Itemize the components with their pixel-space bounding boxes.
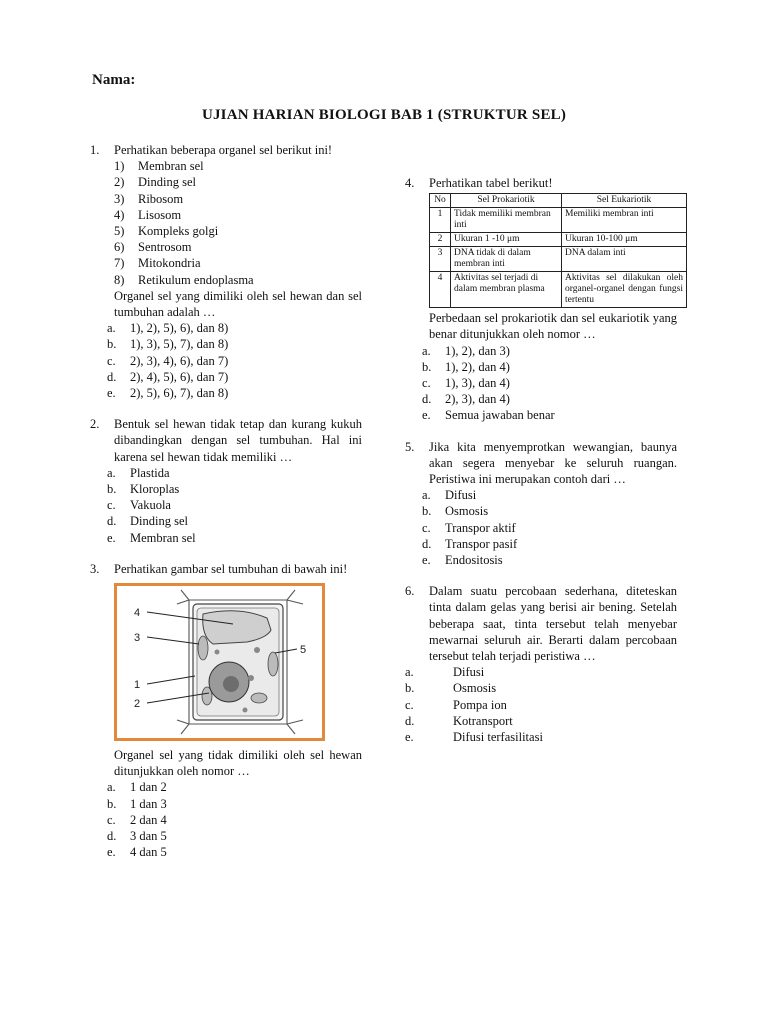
- table-header-cell: Sel Prokariotik: [451, 194, 562, 208]
- table-row: [430, 233, 687, 247]
- question-1: [90, 142, 362, 401]
- name-label: Nama:: [92, 72, 136, 88]
- question-prompt: Organel sel yang dimiliki oleh sel hewan dan sel tumbuhan adalah …: [114, 288, 362, 320]
- answer-option-e[interactable]: e. 4 dan 5: [107, 845, 167, 860]
- answer-option-c[interactable]: c. Vakuola: [107, 498, 171, 513]
- answer-option-d[interactable]: d. Kotransport: [405, 713, 513, 728]
- answer-option-d[interactable]: d. Transpor pasif: [422, 536, 518, 551]
- question-stem: Perhatikan tabel berikut!: [429, 176, 553, 190]
- answer-options: [405, 487, 677, 568]
- answer-option-a[interactable]: a. Difusi: [405, 665, 485, 680]
- right-column: [405, 175, 683, 760]
- table-header-row: [430, 194, 687, 208]
- list-item: 5) Kompleks golgi: [114, 224, 219, 239]
- answer-option-e[interactable]: e. Membran sel: [107, 530, 196, 545]
- answer-option-e[interactable]: e. Difusi terfasilitasi: [405, 730, 543, 745]
- answer-option-e[interactable]: e. 2), 5), 6), 7), dan 8): [107, 386, 229, 401]
- question-number: 5.: [405, 439, 415, 454]
- question-stem: Perhatikan beberapa organel sel berikut ini!: [114, 143, 333, 157]
- answer-option-c[interactable]: c. Pompa ion: [405, 697, 507, 712]
- answer-option-c[interactable]: c. 1), 3), dan 4): [422, 376, 510, 391]
- table-cell: 1: [430, 208, 451, 233]
- table-cell: 3: [430, 247, 451, 272]
- figure-label-3: 3: [134, 632, 141, 645]
- answer-option-a[interactable]: a. 1), 2), dan 3): [422, 343, 510, 358]
- answer-option-b[interactable]: b. 1), 3), 5), 7), dan 8): [107, 337, 229, 352]
- table-cell: Ukuran 10-100 μm: [562, 233, 687, 247]
- figure-label-2: 2: [134, 698, 141, 711]
- list-item: 8) Retikulum endoplasma: [114, 272, 254, 287]
- answer-option-b[interactable]: b. 1), 2), dan 4): [422, 359, 510, 374]
- question-number: 4.: [405, 176, 415, 190]
- answer-option-b[interactable]: b. Kloroplas: [107, 482, 180, 497]
- page-title: UJIAN HARIAN BIOLOGI BAB 1 (STRUKTUR SEL): [201, 107, 567, 123]
- table-row: [430, 208, 687, 233]
- answer-option-c[interactable]: c. 2), 3), 4), 6), dan 7): [107, 353, 229, 368]
- question-stem: Perhatikan gambar sel tumbuhan di bawah ini!: [114, 561, 348, 576]
- table-header-cell: Sel Eukariotik: [562, 194, 687, 208]
- table-cell: DNA tidak di dalam membran inti: [451, 247, 562, 272]
- question-6: [405, 583, 677, 745]
- answer-options: [90, 465, 362, 546]
- table-cell: DNA dalam inti: [562, 247, 687, 272]
- list-item: 4) Lisosom: [114, 207, 182, 222]
- question-stem: Jika kita menyemprotkan wewangian, baunya akan segera menyebar ke seluruh ruangan. Peristiwa ini merupakan contoh dari …: [429, 439, 677, 487]
- question-prompt: Organel sel yang tidak dimiliki oleh sel hewan ditunjukkan oleh nomor …: [114, 748, 362, 779]
- answer-options: [405, 343, 677, 424]
- figure-label-5: 5: [300, 644, 307, 657]
- organelle-list: [90, 158, 362, 288]
- answer-option-d[interactable]: d. 3 dan 5: [107, 829, 167, 844]
- list-item: 3) Ribosom: [114, 191, 184, 206]
- answer-option-a[interactable]: a. Difusi: [422, 488, 477, 503]
- answer-option-a[interactable]: a. Plastida: [107, 465, 170, 480]
- list-item: 6) Sentrosom: [114, 240, 192, 255]
- question-number: 2.: [90, 417, 100, 432]
- table-row: [430, 272, 687, 308]
- chloroplast-shape: [198, 636, 208, 660]
- answer-options: [90, 320, 362, 401]
- answer-option-d[interactable]: d. 2), 3), dan 4): [422, 392, 510, 407]
- question-number: 6.: [405, 584, 415, 599]
- answer-options: [405, 664, 677, 745]
- cell-comparison-table: [429, 193, 687, 308]
- question-stem: Dalam suatu percobaan sederhana, diteteskan tinta dalam gelas yang berisi air bening. Setelah beberapa saat, tinta tersebut telah menyebar mewarnai seluruh air. Berarti dalam percobaan tersebut telah terjadi peristiwa …: [429, 584, 677, 664]
- answer-option-d[interactable]: d. 2), 4), 5), 6), dan 7): [107, 369, 229, 384]
- answer-options: [90, 779, 362, 860]
- table-row: [430, 247, 687, 272]
- list-item: 1) Membran sel: [114, 159, 204, 174]
- answer-option-a[interactable]: a. 1), 2), 5), 6), dan 8): [107, 321, 229, 336]
- answer-option-c[interactable]: c. Transpor aktif: [422, 520, 516, 535]
- answer-option-e[interactable]: e. Endositosis: [422, 553, 503, 568]
- list-item: 7) Mitokondria: [114, 256, 201, 271]
- table-cell: 2: [430, 233, 451, 247]
- question-number: 3.: [90, 561, 100, 576]
- plant-cell-figure: [114, 583, 325, 741]
- table-cell: 4: [430, 272, 451, 308]
- table-cell: Ukuran 1 -10 μm: [451, 233, 562, 247]
- question-prompt: Perbedaan sel prokariotik dan sel eukariotik yang benar ditunjukkan oleh nomor …: [429, 311, 677, 342]
- answer-option-e[interactable]: e. Semua jawaban benar: [422, 408, 555, 423]
- plant-cell-diagram: [117, 586, 322, 738]
- answer-option-c[interactable]: c. 2 dan 4: [107, 812, 167, 827]
- question-4: [405, 175, 683, 424]
- answer-option-a[interactable]: a. 1 dan 2: [107, 780, 167, 795]
- question-stem: Bentuk sel hewan tidak tetap dan kurang kukuh dibandingkan dengan sel tumbuhan. Hal ini karena sel hewan tidak memiliki …: [114, 417, 362, 464]
- table-cell: Memiliki membran inti: [562, 208, 687, 233]
- answer-option-b[interactable]: b. Osmosis: [405, 681, 497, 696]
- figure-label-1: 1: [134, 679, 141, 692]
- list-item: 2) Dinding sel: [114, 175, 196, 190]
- question-3: [90, 561, 362, 861]
- answer-option-b[interactable]: b. Osmosis: [422, 504, 489, 519]
- figure-label-4: 4: [134, 607, 141, 620]
- table-cell: Aktivitas sel dilakukan oleh organel-organel dengan fungsi tertentu: [562, 272, 687, 308]
- left-column: [90, 142, 362, 876]
- answer-option-b[interactable]: b. 1 dan 3: [107, 796, 167, 811]
- table-cell: Tidak memiliki membran inti: [451, 208, 562, 233]
- question-number: 1.: [90, 143, 100, 157]
- table-header-cell: No: [430, 194, 451, 208]
- answer-option-d[interactable]: d. Dinding sel: [107, 514, 188, 529]
- question-2: [90, 416, 362, 546]
- table-cell: Aktivitas sel terjadi di dalam membran plasma: [451, 272, 562, 308]
- question-5: [405, 439, 677, 569]
